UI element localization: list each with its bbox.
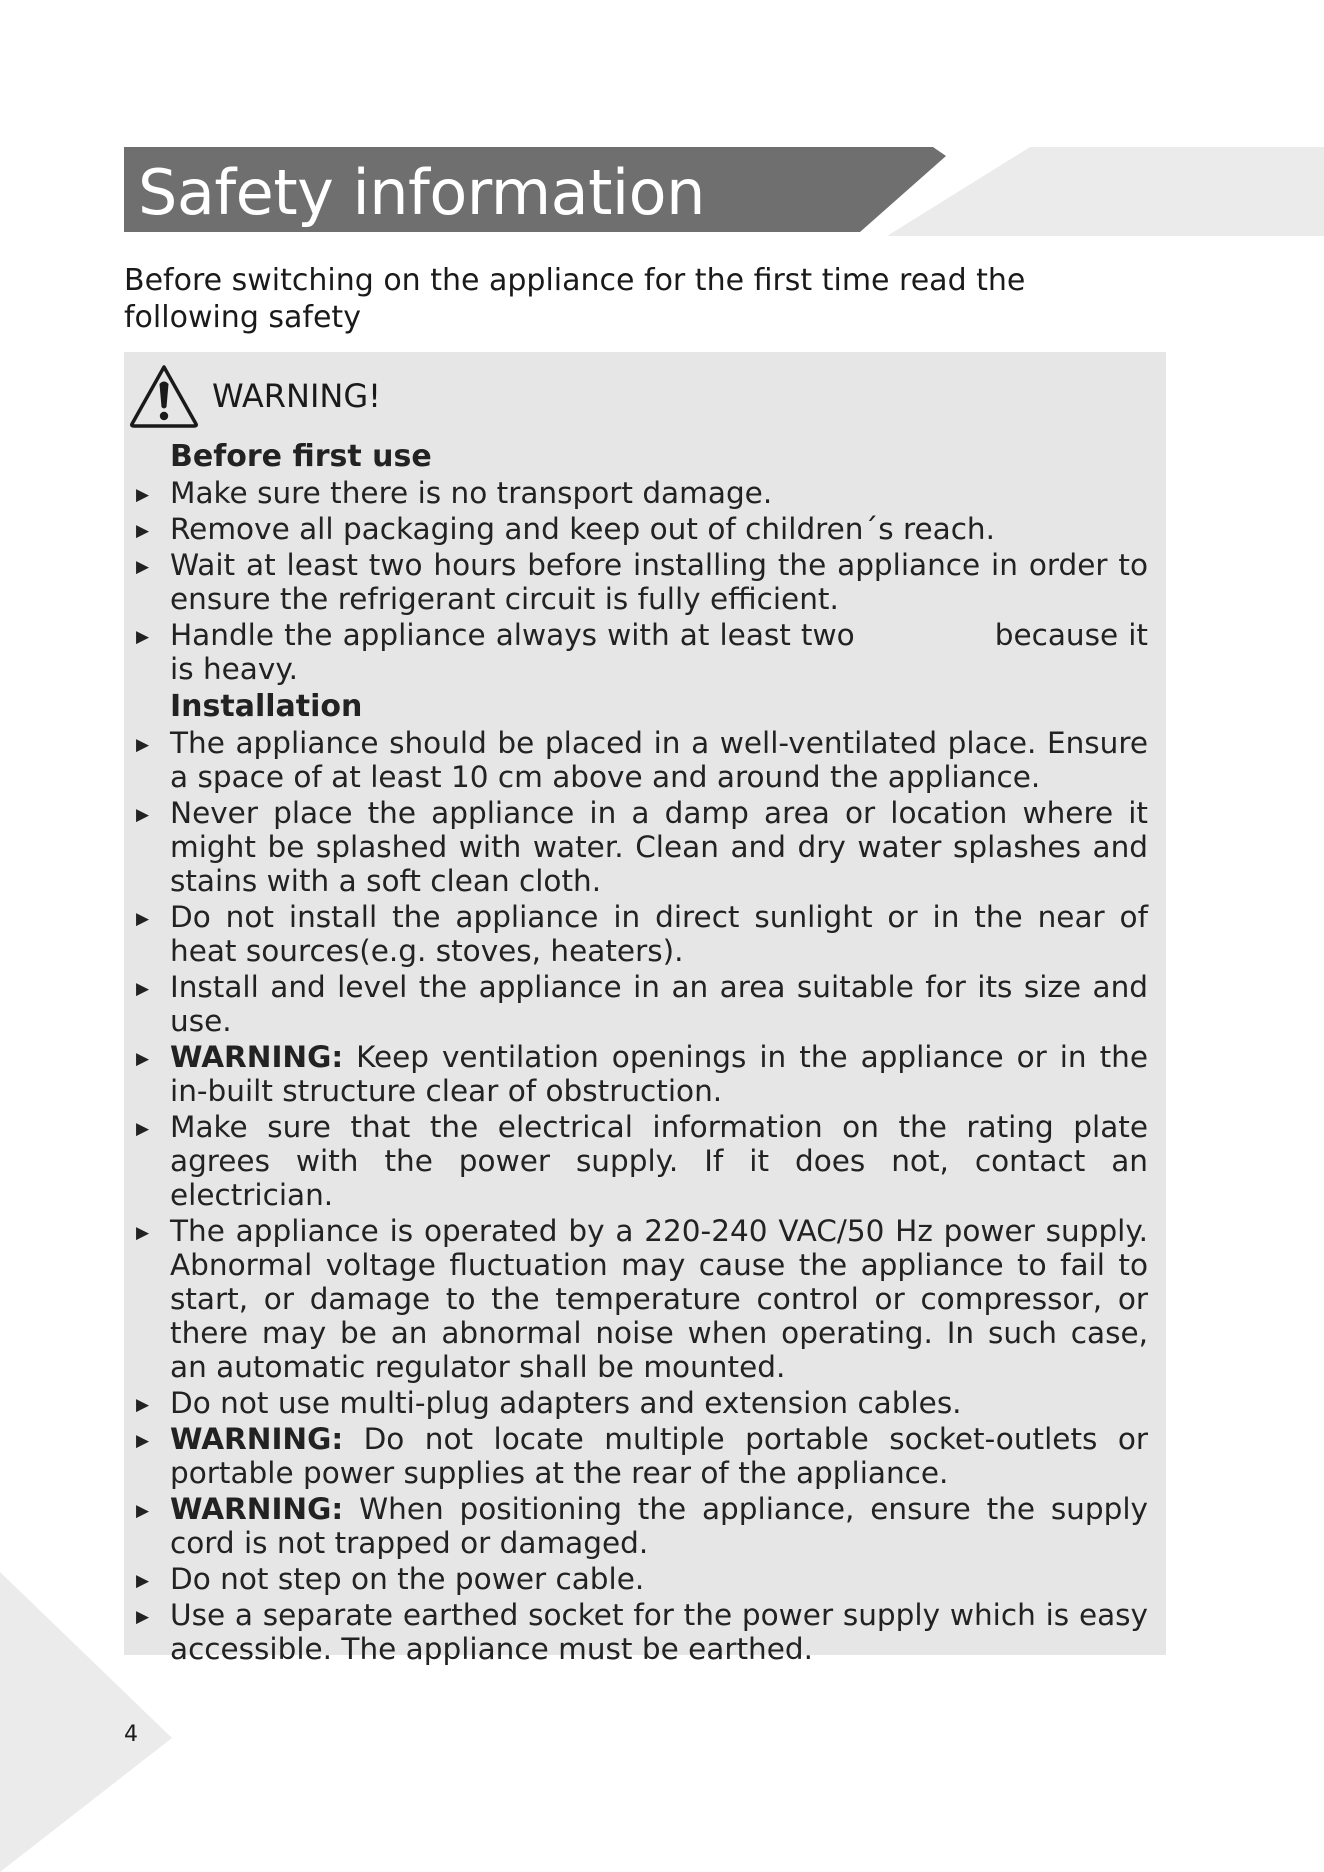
- page-title: Safety information: [138, 156, 705, 229]
- warning-triangle-icon: [128, 362, 200, 430]
- list-installation: [134, 726, 1148, 1666]
- warning-prefix: WARNING:: [170, 1422, 344, 1456]
- warning-header: [128, 360, 381, 432]
- item-text: Use a separate earthed socket for the power supply which is easy accessible. The appliance must be earthed.: [170, 1598, 1148, 1666]
- item-text: Do not install the appliance in direct sunlight or in the near of heat sources(e.g. stoves, heaters).: [170, 900, 1148, 968]
- safety-content: [134, 438, 1148, 1668]
- list-item: [134, 618, 1148, 686]
- item-text: Do not step on the power cable.: [170, 1562, 645, 1596]
- item-text: When positioning the appliance, ensure the supply cord is not trapped or damaged.: [170, 1492, 1148, 1560]
- warning-label: WARNING!: [212, 377, 381, 415]
- section-heading-before-first-use: Before first use: [170, 439, 432, 474]
- list-before-first-use: [134, 476, 1148, 686]
- item-text: Do not use multi-plug adapters and extension cables.: [170, 1386, 962, 1420]
- list-item: [134, 900, 1148, 968]
- page-number: 4: [124, 1722, 138, 1747]
- list-item: [134, 1422, 1148, 1490]
- list-item: [134, 1562, 1148, 1596]
- list-item: [134, 476, 1148, 510]
- list-item: [134, 970, 1148, 1038]
- list-item: [134, 796, 1148, 898]
- item-text: Keep ventilation openings in the appliance or in the in-built structure clear of obstruction.: [170, 1040, 1148, 1108]
- item-text: Never place the appliance in a damp area or location where it might be splashed with water. Clean and dry water splashes and stains with a soft clean cloth.: [170, 796, 1148, 898]
- intro-text: Before switching on the appliance for the first time read the following safety: [124, 263, 1026, 335]
- warning-prefix: WARNING:: [170, 1040, 344, 1074]
- warning-prefix: WARNING:: [170, 1492, 344, 1526]
- list-item: [134, 726, 1148, 794]
- list-item: [134, 1110, 1148, 1212]
- item-text: The appliance is operated by a 220-240 VAC/50 Hz power supply. Abnormal voltage fluctuation may cause the appliance to fail to start, or damage to the temperature control or compressor, or there may be an abnormal noise when operating. In such case, an automatic regulator shall be mounted.: [170, 1214, 1148, 1384]
- list-item: [134, 1598, 1148, 1666]
- section-heading-installation: Installation: [170, 689, 363, 724]
- item-text: because it is heavy.: [170, 618, 1148, 686]
- list-item: [134, 1214, 1148, 1384]
- item-text: Do not locate multiple portable socket-outlets or portable power supplies at the rear of the appliance.: [170, 1422, 1148, 1490]
- item-text: Make sure there is no transport damage.: [170, 476, 773, 510]
- top-right-tab: [887, 147, 1324, 236]
- list-item: [134, 548, 1148, 616]
- list-item: [134, 1386, 1148, 1420]
- safety-box: [124, 352, 1166, 1666]
- item-text: Wait at least two hours before installing the appliance in order to ensure the refrigerant circuit is fully efficient.: [170, 548, 1148, 616]
- item-text: Remove all packaging and keep out of children´s reach.: [170, 512, 995, 546]
- list-item: [134, 512, 1148, 546]
- item-text: Handle the appliance always with at least two: [170, 618, 855, 652]
- item-text: Install and level the appliance in an area suitable for its size and use.: [170, 970, 1148, 1038]
- item-text: The appliance should be placed in a well-ventilated place. Ensure a space of at least 10 cm above and around the appliance.: [170, 726, 1148, 794]
- list-item: [134, 1040, 1148, 1108]
- list-item: [134, 1492, 1148, 1560]
- item-text: Make sure that the electrical information on the rating plate agrees with the power supply. If it does not, contact an electrician.: [170, 1110, 1148, 1212]
